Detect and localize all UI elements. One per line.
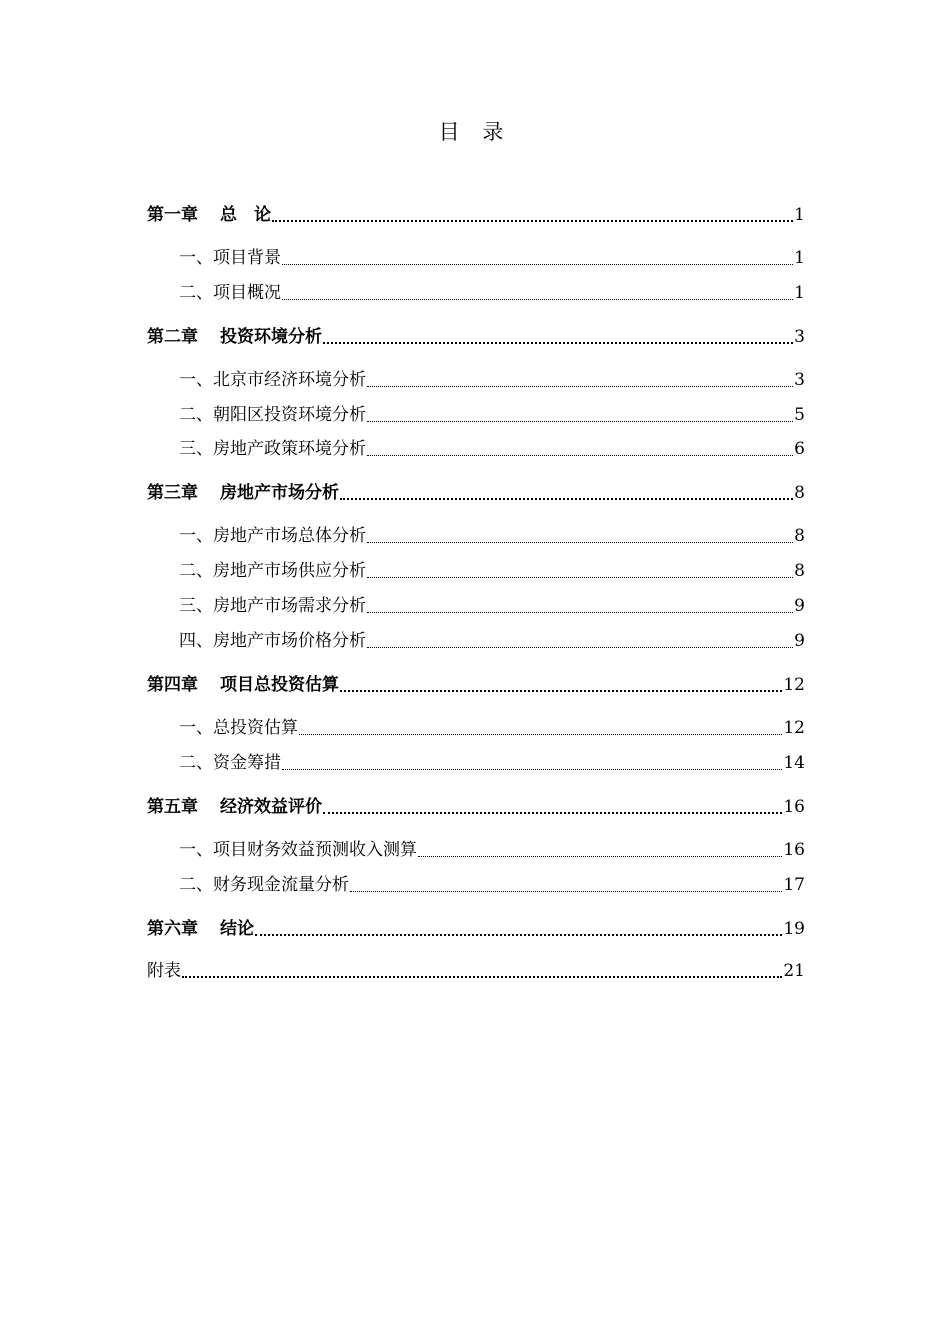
toc-entry[interactable] — [179, 524, 805, 548]
toc-entry-label: 第五章 经济效益评价 — [147, 797, 322, 817]
toc-entry[interactable] — [179, 751, 805, 775]
toc-entry[interactable] — [147, 325, 805, 349]
dot-leader — [367, 445, 793, 456]
toc-entry[interactable] — [147, 959, 805, 983]
toc-entry[interactable] — [179, 368, 805, 392]
toc-page-number: 8 — [794, 483, 805, 503]
toc-entry-label: 三、房地产市场需求分析 — [179, 596, 366, 616]
dot-leader — [182, 966, 782, 978]
toc-entry-label: 第三章 房地产市场分析 — [147, 483, 339, 503]
toc-entry-label: 附表 — [147, 961, 181, 981]
toc-entry[interactable] — [179, 873, 805, 897]
toc-page-number: 1 — [794, 205, 805, 225]
toc-entry[interactable] — [179, 246, 805, 270]
toc-entry[interactable] — [147, 481, 805, 505]
toc-page-number: 12 — [783, 718, 805, 738]
toc-entry[interactable] — [179, 437, 805, 461]
toc-page-number: 14 — [783, 753, 805, 773]
dot-leader — [282, 254, 793, 265]
dot-leader — [299, 724, 782, 735]
dot-leader — [282, 759, 782, 770]
toc-entry-label: 四、房地产市场价格分析 — [179, 631, 366, 651]
toc-page-number: 9 — [794, 631, 805, 651]
toc-page-number: 21 — [783, 961, 805, 981]
toc-page-number: 8 — [794, 526, 805, 546]
toc-entry-label: 一、总投资估算 — [179, 718, 298, 738]
toc-entry-label: 二、资金筹措 — [179, 753, 281, 773]
toc-entry-label: 一、项目财务效益预测收入测算 — [179, 840, 417, 860]
toc-entry-label: 二、朝阳区投资环境分析 — [179, 405, 366, 425]
toc-page-number: 12 — [783, 675, 805, 695]
toc-entry-label: 第二章 投资环境分析 — [147, 327, 322, 347]
toc-page-number: 9 — [794, 596, 805, 616]
dot-leader — [255, 924, 782, 936]
toc-entry-label: 第六章 结论 — [147, 919, 254, 939]
dot-leader — [367, 567, 793, 578]
toc-page-number: 16 — [783, 797, 805, 817]
dot-leader — [367, 637, 793, 648]
toc-entry-label: 三、房地产政策环境分析 — [179, 439, 366, 459]
toc-page-number: 8 — [794, 561, 805, 581]
dot-leader — [340, 488, 793, 500]
dot-leader — [323, 802, 782, 814]
toc-page-number: 19 — [783, 919, 805, 939]
toc-entry-label: 二、房地产市场供应分析 — [179, 561, 366, 581]
toc-page-number: 16 — [783, 840, 805, 860]
dot-leader — [340, 680, 782, 692]
toc-entry-label: 第一章 总 论 — [147, 205, 271, 225]
dot-leader — [418, 846, 782, 857]
toc-page-number: 1 — [794, 283, 805, 303]
toc-entry[interactable] — [179, 838, 805, 862]
toc-entry-label: 第四章 项目总投资估算 — [147, 675, 339, 695]
toc-entry-label: 二、财务现金流量分析 — [179, 875, 349, 895]
toc-page-number: 5 — [794, 405, 805, 425]
toc-entry[interactable] — [147, 673, 805, 697]
toc-entry-label: 一、房地产市场总体分析 — [179, 526, 366, 546]
dot-leader — [350, 881, 782, 892]
toc-entry-label: 一、北京市经济环境分析 — [179, 370, 366, 390]
dot-leader — [272, 210, 793, 222]
toc-entry[interactable] — [147, 795, 805, 819]
toc-page-number: 17 — [783, 875, 805, 895]
toc-entry[interactable] — [147, 917, 805, 941]
dot-leader — [367, 602, 793, 613]
dot-leader — [282, 289, 793, 300]
toc-entry-label: 二、项目概况 — [179, 283, 281, 303]
toc-entry[interactable] — [179, 559, 805, 583]
toc-entry[interactable] — [179, 594, 805, 618]
toc-title: 目 录 — [438, 120, 512, 144]
toc-page-number: 1 — [794, 248, 805, 268]
dot-leader — [367, 532, 793, 543]
toc-entry-label: 一、项目背景 — [179, 248, 281, 268]
toc-entry[interactable] — [179, 629, 805, 653]
toc-entry[interactable] — [179, 403, 805, 427]
toc-entry[interactable] — [179, 716, 805, 740]
dot-leader — [367, 376, 793, 387]
dot-leader — [323, 332, 793, 344]
toc-entry[interactable] — [179, 281, 805, 305]
toc-page-number: 3 — [794, 370, 805, 390]
dot-leader — [367, 411, 793, 422]
toc-entry[interactable] — [147, 203, 805, 227]
toc-page-number: 6 — [794, 439, 805, 459]
toc-page-number: 3 — [794, 327, 805, 347]
